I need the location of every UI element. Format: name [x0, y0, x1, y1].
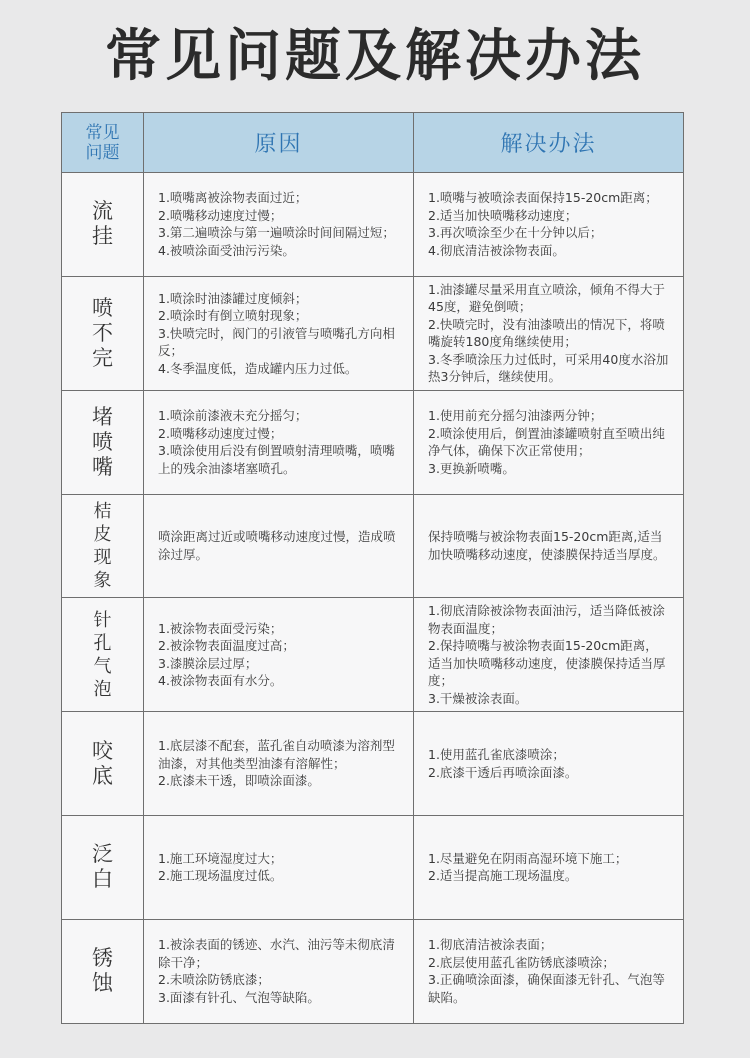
solution-item: 2.适当提高施工现场温度。: [428, 868, 578, 884]
cause-item: 1.施工环境湿度过大；: [158, 850, 283, 866]
solution-item: 1.油漆罐尽量采用直立喷涂，倾角不得大于45度，避免倒喷；: [428, 281, 665, 315]
cause-item: 4.冬季温度低，造成罐内压力过低。: [158, 360, 358, 376]
table-row: [62, 276, 684, 390]
page-title: 常见问题及解决办法: [105, 24, 645, 89]
cause-cell: [144, 598, 414, 712]
problem-name: 锈蚀: [92, 946, 113, 996]
table-row: [62, 494, 684, 598]
cause-item: 2.喷涂时有倒立喷射现象；: [158, 308, 308, 323]
problem-cell: [62, 816, 144, 920]
solution-item: 2.适当加快喷嘴移动速度；: [428, 207, 578, 223]
table-row: [62, 919, 684, 1023]
solution-cell: [414, 712, 684, 816]
problem-cell: [62, 390, 144, 494]
table-row: [62, 173, 684, 277]
solution-item: 1.使用蓝孔雀底漆喷涂；: [428, 747, 565, 763]
table-row: [62, 390, 684, 494]
problem-name: 喷不完: [92, 295, 113, 370]
cause-item: 1.底层漆不配套，蓝孔雀自动喷漆为溶剂型油漆，对其他类型油漆有溶解性；: [158, 738, 395, 771]
solution-cell: [414, 390, 684, 494]
cause-cell: [144, 919, 414, 1023]
cause-cell: [144, 276, 414, 390]
problem-cell: [62, 919, 144, 1023]
solution-item: 3.干燥被涂表面。: [428, 690, 528, 706]
solution-cell: [414, 173, 684, 277]
cause-item: 2.喷嘴移动速度过慢；: [158, 207, 283, 223]
solution-item: 2.喷涂使用后，倒置油漆罐喷射直至喷出纯净气体，确保下次正常使用；: [428, 425, 665, 459]
cause-item: 2.喷嘴移动速度过慢；: [158, 425, 283, 441]
cause-item: 1.喷涂前漆液未充分摇匀；: [158, 408, 308, 424]
problem-name: 桔皮现象: [93, 500, 112, 591]
cause-item: 3.漆膜涂层过厚；: [158, 655, 258, 671]
problem-name: 堵喷嘴: [92, 404, 113, 479]
problem-cell: [62, 598, 144, 712]
solution-cell: [414, 919, 684, 1023]
solution-item: 3.再次喷涂至少在十分钟以后；: [428, 225, 603, 241]
solution-item: 1.使用前充分摇匀油漆两分钟；: [428, 408, 603, 424]
problem-name: 流挂: [92, 199, 113, 249]
problem-name: 咬底: [92, 738, 113, 788]
cause-item: 2.施工现场温度过低。: [158, 868, 283, 884]
cause-item: 4.被喷涂面受油污污染。: [158, 242, 295, 258]
solution-item: 2.保持喷嘴与被涂物表面15-20cm距离，适当加快喷嘴移动速度，使漆膜保持适当厚度；: [428, 638, 666, 689]
header-question: [62, 113, 144, 173]
table-row: [62, 816, 684, 920]
cause-cell: [144, 173, 414, 277]
cause-item: 3.第二遍喷涂与第一遍喷涂时间间隔过短；: [158, 225, 395, 241]
cause-item: 2.底漆未干透，即喷涂面漆。: [158, 773, 320, 789]
solution-cell: [414, 598, 684, 712]
cause-item: 1.被涂表面的锈迹、水汽、油污等未彻底清除干净；: [158, 937, 395, 970]
problem-cell: [62, 712, 144, 816]
problem-name: 泛白: [92, 842, 113, 892]
cause-item: 2.被涂物表面温度过高；: [158, 638, 295, 654]
solution-item: 1.彻底清除被涂物表面油污，适当降低被涂物表面温度；: [428, 603, 665, 636]
faq-table: [61, 112, 684, 1024]
cause-item: 1.喷嘴离被涂物表面过近；: [158, 190, 308, 206]
cause-item: 3.快喷完时，阀门的引液管与喷嘴孔方向相反；: [158, 325, 395, 358]
solution-item: 1.尽量避免在阴雨高湿环境下施工；: [428, 850, 628, 866]
cause-item: 1.被涂物表面受污染；: [158, 620, 283, 636]
header-cause: 原因: [144, 113, 414, 173]
solution-item: 2.快喷完时，没有油漆喷出的情况下，将喷嘴旋转180度角继续使用；: [428, 316, 665, 350]
solution-item: 3.更换新喷嘴。: [428, 460, 515, 476]
solution-item: 3.正确喷涂面漆，确保面漆无针孔、气泡等缺陷。: [428, 972, 665, 1005]
problem-cell: [62, 173, 144, 277]
table-header-row: [62, 113, 684, 173]
problem-name: 针孔气泡: [93, 609, 112, 700]
solution-item: 3.冬季喷涂压力过低时，可采用40度水浴加热3分钟后，继续使用。: [428, 351, 669, 385]
solution-item: 2.底层使用蓝孔雀防锈底漆喷涂；: [428, 954, 615, 970]
problem-cell: [62, 494, 144, 598]
cause-cell: [144, 816, 414, 920]
cause-item: 3.喷涂使用后没有倒置喷射清理喷嘴，喷嘴上的残余油漆堵塞喷孔。: [158, 443, 395, 476]
cause-cell: [144, 494, 414, 598]
cause-item: 3.面漆有针孔、气泡等缺陷。: [158, 989, 320, 1005]
solution-cell: [414, 494, 684, 598]
table-row: [62, 598, 684, 712]
cause-cell: [144, 390, 414, 494]
faq-body: [62, 173, 684, 1024]
header-question-label: 常见问题: [85, 122, 120, 163]
problem-cell: [62, 276, 144, 390]
cause-item: 1.喷涂时油漆罐过度倾斜；: [158, 290, 308, 306]
header-solution: 解决办法: [414, 113, 684, 173]
solution-cell: [414, 816, 684, 920]
solution-item: 2.底漆干透后再喷涂面漆。: [428, 764, 578, 780]
cause-item: 喷涂距离过近或喷嘴移动速度过慢，造成喷涂过厚。: [158, 529, 396, 562]
solution-cell: [414, 276, 684, 390]
cause-item: 4.被涂物表面有水分。: [158, 673, 283, 689]
table-row: [62, 712, 684, 816]
solution-item: 1.彻底清洁被涂表面；: [428, 937, 553, 953]
solution-item: 4.彻底清洁被涂物表面。: [428, 242, 565, 258]
cause-item: 2.未喷涂防锈底漆；: [158, 972, 270, 988]
cause-cell: [144, 712, 414, 816]
solution-item: 保持喷嘴与被涂物表面15-20cm距离,适当加快喷嘴移动速度，使漆膜保持适当厚度。: [428, 529, 666, 562]
solution-item: 1.喷嘴与被喷涂表面保持15-20cm距离；: [428, 190, 658, 206]
